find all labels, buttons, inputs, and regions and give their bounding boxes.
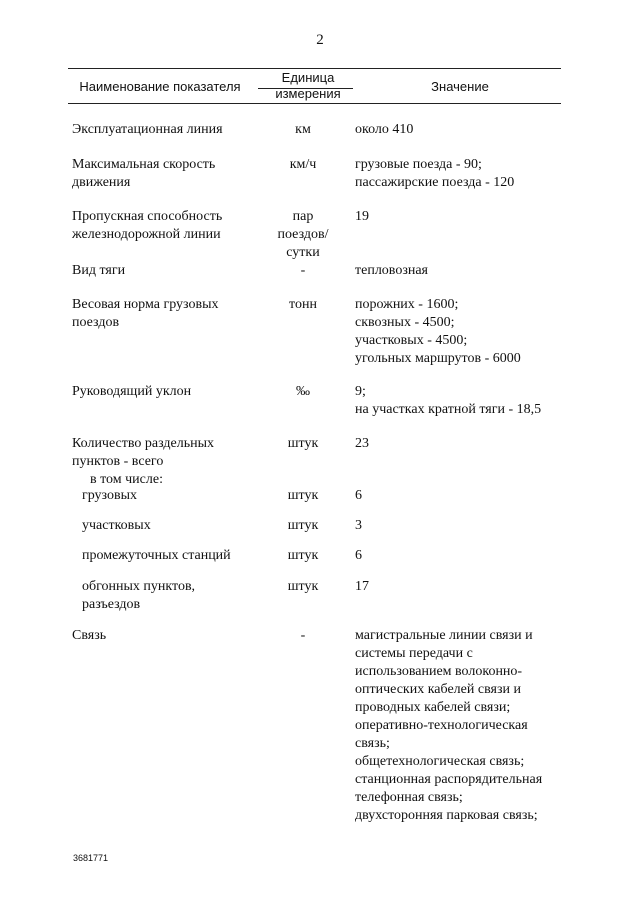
row-unit: тонн [289, 297, 317, 312]
header-unit-underline [258, 88, 353, 89]
row-unit: км/ч [289, 157, 317, 172]
row-name: Вид тяги [72, 263, 126, 278]
table-header-bottom-rule [68, 103, 561, 104]
row-unit: пар поездов/сутки [277, 209, 329, 260]
document-code: 3681771 [73, 853, 109, 863]
row-name: обгонных пунктов, разъездов [82, 579, 196, 612]
row-name: Пропускная способность железнодорожной линии [72, 209, 223, 242]
header-unit [258, 70, 358, 102]
header-unit-line1: Единица [281, 70, 335, 85]
row-unit: штук [287, 548, 319, 563]
row-unit: штук [287, 579, 319, 594]
row-unit: штук [287, 488, 319, 503]
row-unit: км [295, 122, 311, 137]
row-value: 9; на участках кратной тяги - 18,5 [355, 384, 542, 417]
row-value: 23 [355, 436, 369, 451]
row-name: грузовых [82, 488, 138, 503]
page-number: 2 [316, 32, 324, 48]
row-name: Количество раздельных пунктов - всего [72, 436, 214, 469]
row-name: Весовая норма грузовых поездов [72, 297, 219, 330]
header-value: Значение [431, 79, 489, 94]
row-value: 17 [355, 579, 369, 594]
header-indicator-name: Наименование показателя [79, 79, 241, 94]
row-name: участковых [82, 518, 151, 533]
row-value: магистральные линии связи и системы передачи с использованием волоконно- оптических кабелей связи и проводных кабелей связи; оперативно-технологическая связь; общетехнологическая связь; станционная распорядительная телефонная связь; двухсторонняя парковая связь; [355, 628, 543, 823]
row-unit: - [300, 628, 306, 643]
row-name: Эксплуатационная линия [72, 122, 223, 137]
table-header-top-rule [68, 68, 561, 69]
row-value: грузовые поезда - 90; пассажирские поезда - 120 [355, 157, 515, 190]
row-name: Связь [72, 628, 107, 643]
row-unit: штук [287, 436, 319, 451]
row-name: в том числе: [90, 472, 163, 487]
row-value: 6 [355, 548, 362, 563]
header-unit-line2: измерения [275, 86, 341, 101]
row-unit: - [300, 263, 306, 278]
row-value: 19 [355, 209, 369, 224]
row-name: промежуточных станций [82, 548, 231, 563]
row-name: Руководящий уклон [72, 384, 192, 399]
row-unit: ‰ [296, 384, 310, 399]
row-value: 6 [355, 488, 362, 503]
row-value: около 410 [355, 122, 414, 137]
row-value: тепловозная [355, 263, 429, 278]
row-name: Максимальная скорость движения [72, 157, 216, 190]
row-value: порожних - 1600; сквозных - 4500; участковых - 4500; угольных маршрутов - 6000 [355, 297, 521, 366]
row-unit: штук [287, 518, 319, 533]
row-value: 3 [355, 518, 362, 533]
